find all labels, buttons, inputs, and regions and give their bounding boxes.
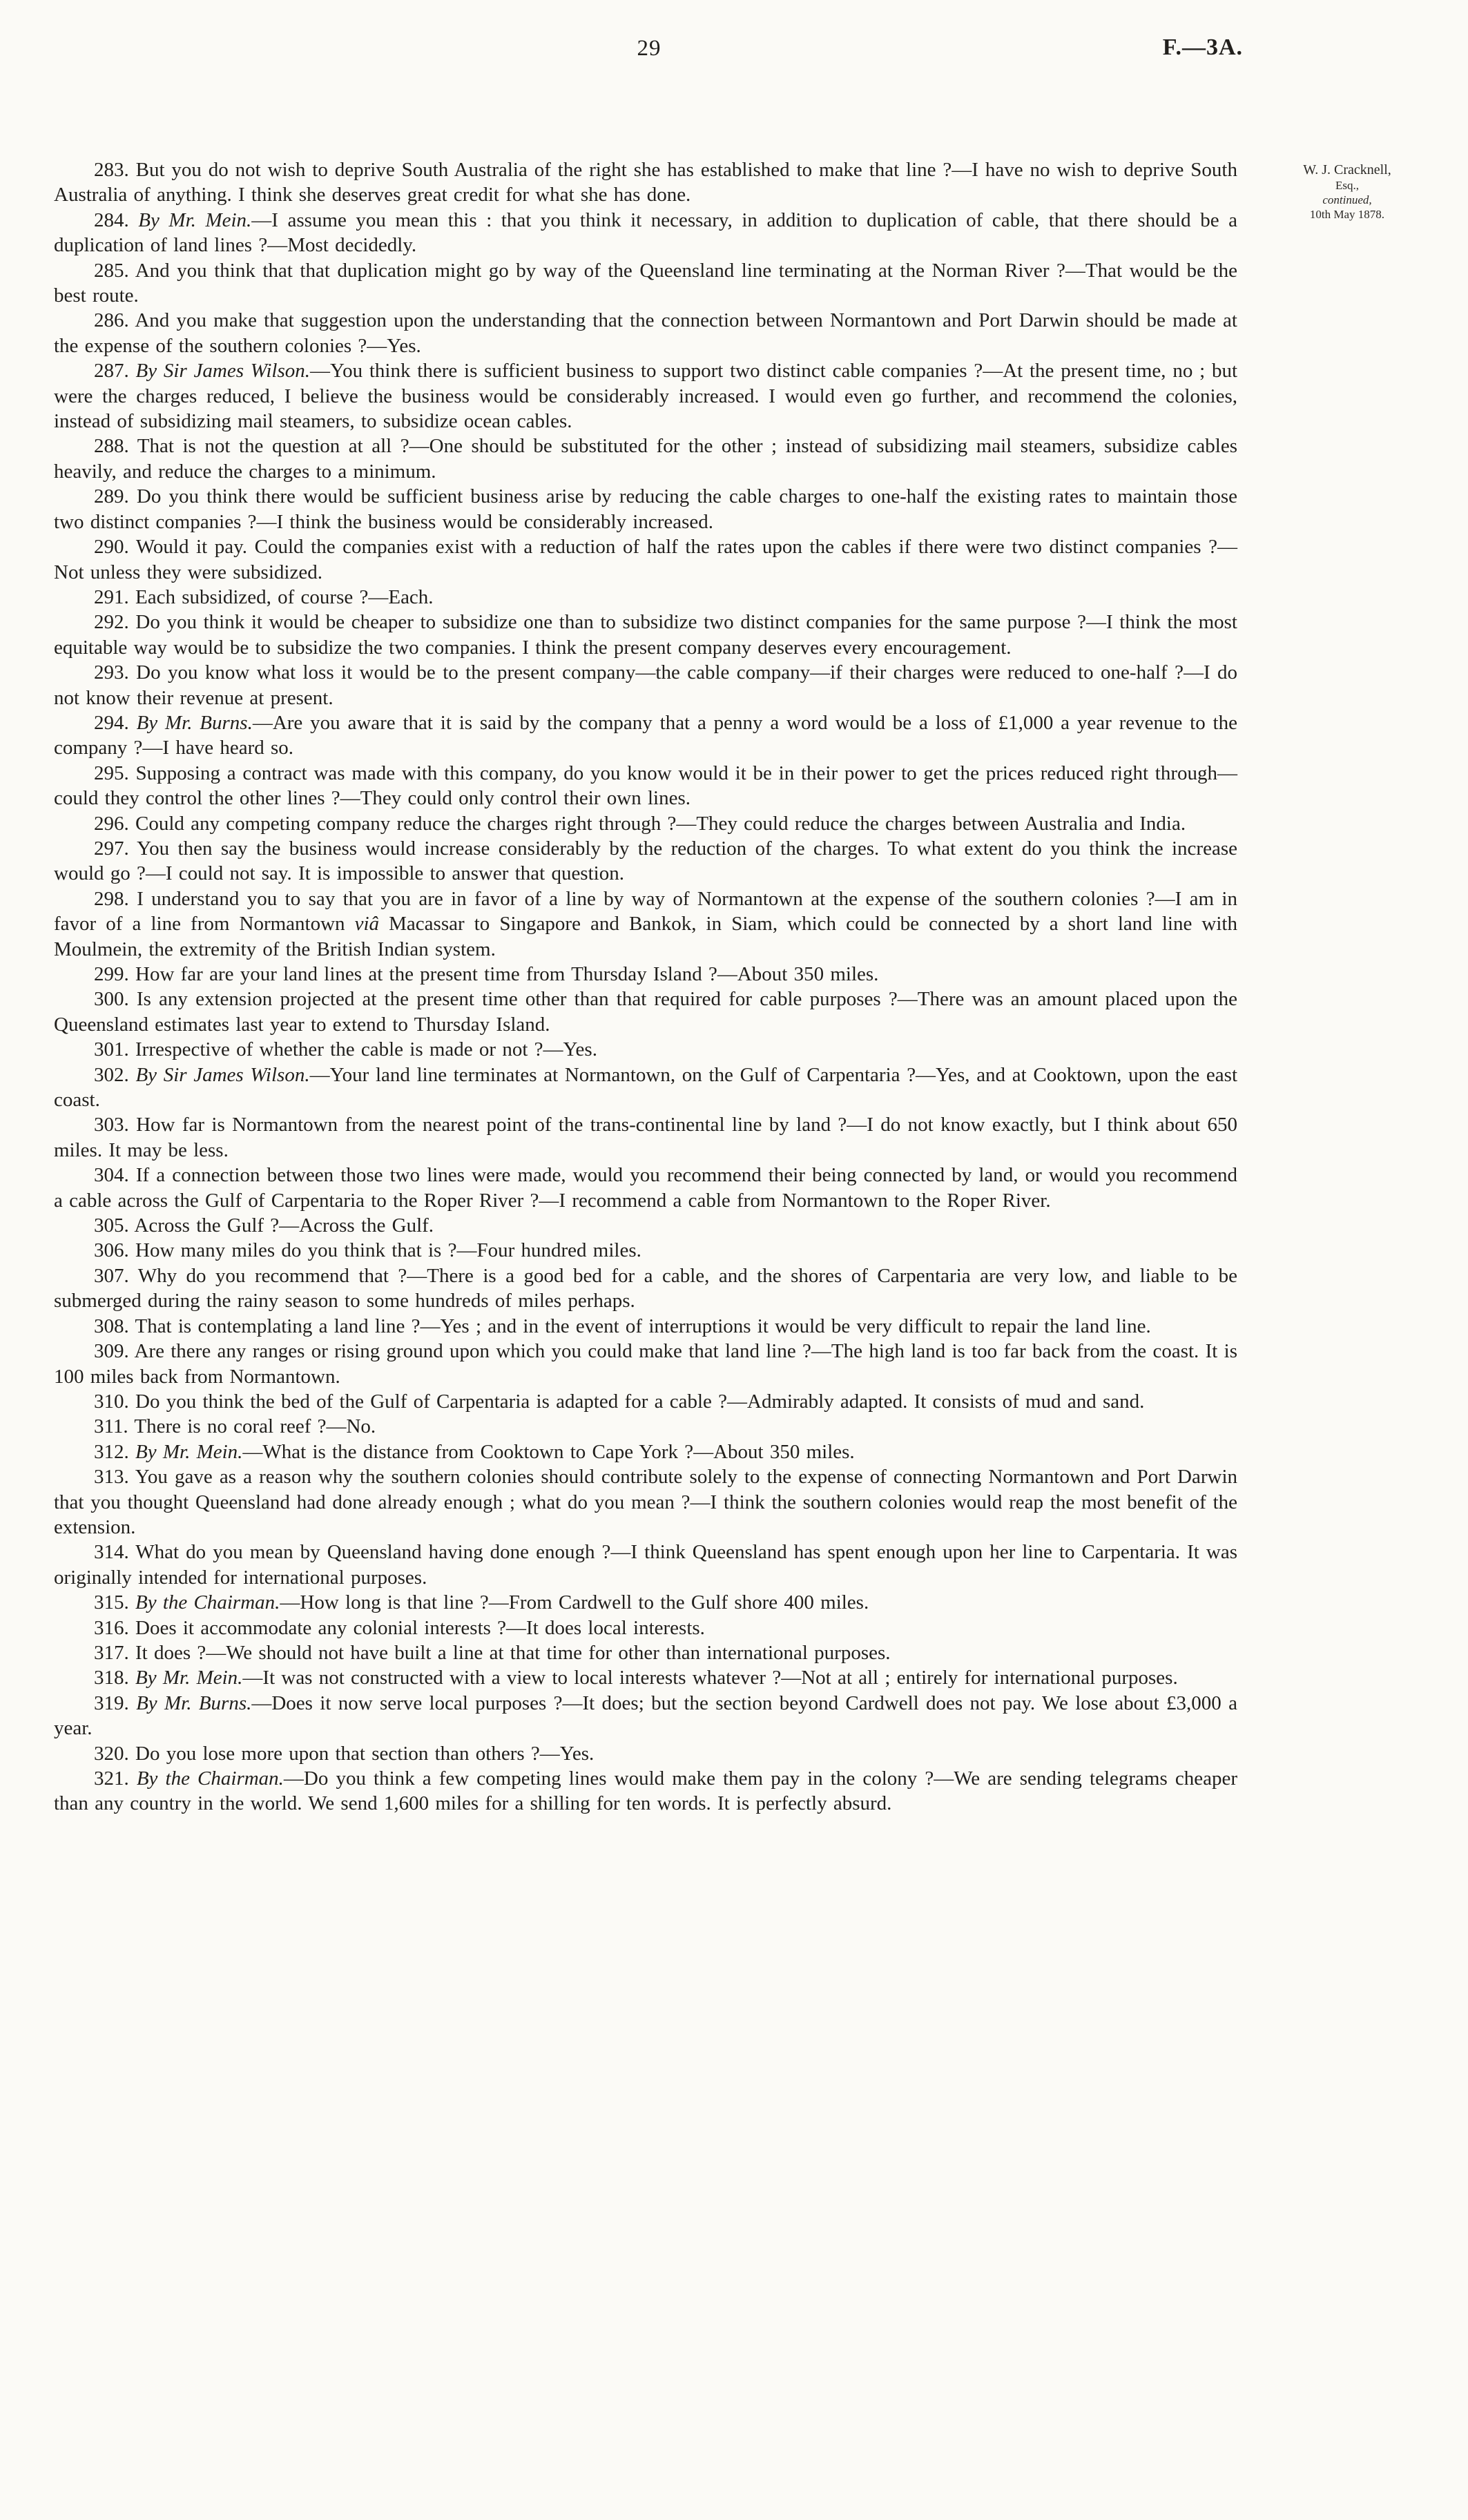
qa-text: 311. There is no coral reef ?—No.	[94, 1415, 376, 1438]
witness-name: W. J. Cracknell,	[1303, 162, 1391, 177]
qa-paragraph	[54, 585, 1237, 610]
qa-paragraph	[54, 836, 1237, 886]
qa-text: —It was not constructed with a view to local interests whatever ?—Not at all ; entirely for international purposes.	[242, 1667, 1178, 1689]
qa-paragraph	[54, 1314, 1237, 1339]
qa-paragraph	[54, 157, 1237, 208]
qa-paragraph	[54, 1213, 1237, 1238]
qa-paragraph	[54, 1691, 1237, 1741]
qa-text: —I assume you mean this : that you think it necessary, in addition to duplication of cable, that there should be a duplication of land lines ?—Most decidedly.	[54, 209, 1238, 257]
qa-text: —Are you aware that it is said by the company that a penny a word would be a loss of £1,000 a year revenue to the company ?—I have heard so.	[54, 711, 1237, 759]
qa-text: Macassar to Singapore and Bankok, in Siam, which could be connected by a short land line with Moulmein, the extremity of the British Indian system.	[54, 913, 1237, 960]
qa-text: —How long is that line ?—From Cardwell to the Gulf shore 400 miles.	[280, 1591, 869, 1614]
qa-paragraph	[54, 987, 1237, 1037]
qa-paragraph	[54, 1163, 1237, 1213]
qa-text: —Do you think a few competing lines would make them pay in the colony ?—We are sending telegrams cheaper than any country in the world. We send 1,600 miles for a shilling for ten words. It is perfectly absurd.	[54, 1767, 1237, 1815]
qa-text: 303. How far is Normantown from the nearest point of the trans-continental line by land ?—I do not know exactly, but I think about 650 miles. It may be less.	[54, 1114, 1237, 1161]
qa-text: 301. Irrespective of whether the cable is made or not ?—Yes.	[94, 1038, 597, 1061]
qa-paragraph	[54, 208, 1237, 258]
testimony-body	[54, 157, 1237, 1816]
qa-paragraph	[54, 660, 1237, 710]
qa-paragraph	[54, 534, 1237, 585]
speaker-attribution: viâ	[354, 913, 380, 936]
witness-title: Esq.,	[1335, 179, 1359, 192]
qa-text: 298. I understand you to say that you are in favor of a line by way of Normantown at the expense of the southern colonies ?—I am in favor of a line from Normantown	[54, 887, 1237, 936]
speaker-attribution: By Mr. Burns.	[136, 1692, 252, 1714]
page-header	[55, 36, 1243, 66]
qa-text: 288. That is not the question at all ?—One should be substituted for the other ; instead of subsidizing mail steamers, subsidize cables heavily, and reduce the charges to a minimum.	[54, 435, 1237, 483]
qa-text: 300. Is any extension projected at the present time other than that required for cable purposes ?—There was an amount placed upon the Queensland estimates last year to extend to Thursday Island.	[54, 988, 1237, 1036]
qa-paragraph	[54, 610, 1237, 660]
qa-text: 296. Could any competing company reduce the charges right through ?—They could reduce the charges between Australia and India.	[94, 812, 1186, 835]
qa-paragraph	[54, 1339, 1237, 1389]
qa-paragraph	[54, 1063, 1237, 1113]
speaker-attribution: By Mr. Mein.	[138, 209, 252, 231]
qa-text: 302.	[94, 1063, 136, 1086]
qa-text: 284.	[94, 209, 139, 231]
qa-paragraph	[54, 1665, 1237, 1690]
qa-paragraph	[54, 1112, 1237, 1163]
qa-text: 305. Across the Gulf ?—Across the Gulf.	[94, 1214, 434, 1237]
witness-margin-note	[1247, 162, 1447, 222]
qa-text: 289. Do you think there would be sufficient business arise by reducing the cable charges to one-half the existing rates to maintain those two distinct companies ?—I think the business would be considerably increased.	[54, 485, 1237, 533]
qa-paragraph	[54, 1037, 1237, 1062]
speaker-attribution: By Sir James Wilson.	[135, 360, 311, 382]
qa-text: —Your land line terminates at Normantown, on the Gulf of Carpentaria ?—Yes, and at Cooktown, upon the east coast.	[54, 1063, 1238, 1112]
qa-text: 293. Do you know what loss it would be to the present company—the cable company—if their charges were reduced to one-half ?—I do not know their revenue at present.	[54, 661, 1237, 709]
qa-paragraph	[54, 258, 1237, 309]
qa-text: 309. Are there any ranges or rising ground upon which you could make that land line ?—The high land is too far back from the coast. It is 100 miles back from Normantown.	[54, 1340, 1237, 1388]
speaker-attribution: By the Chairman.	[135, 1591, 280, 1614]
speaker-attribution: By Mr. Burns.	[136, 711, 253, 734]
qa-paragraph	[54, 886, 1237, 962]
qa-text: 285. And you think that that duplication might go by way of the Queensland line terminating at the Norman River ?—That would be the best route.	[54, 259, 1237, 307]
qa-paragraph	[54, 1540, 1237, 1590]
qa-text: 314. What do you mean by Queensland having done enough ?—I think Queensland has spent enough upon her line to Carpentaria. It was originally intended for international purposes.	[54, 1541, 1237, 1589]
qa-text: 315.	[94, 1591, 135, 1614]
qa-text: 297. You then say the business would increase considerably by the reduction of the charges. To what extent do you think the increase would go ?—I could not say. It is impossible to answer that question.	[54, 837, 1237, 885]
qa-paragraph	[54, 1414, 1237, 1439]
qa-text: —Does it now serve local purposes ?—It does; but the section beyond Cardwell does not pay. We lose about £3,000 a year.	[54, 1692, 1237, 1740]
qa-text: 299. How far are your land lines at the present time from Thursday Island ?—About 350 miles.	[94, 963, 879, 985]
qa-text: 308. That is contemplating a land line ?—Yes ; and in the event of interruptions it would be very difficult to repair the land line.	[94, 1315, 1151, 1337]
qa-paragraph	[54, 1238, 1237, 1263]
qa-text: —What is the distance from Cooktown to Cape York ?—About 350 miles.	[242, 1440, 855, 1463]
paper-reference: F.—3A.	[1162, 35, 1243, 60]
qa-text: 318.	[94, 1667, 135, 1689]
qa-paragraph	[54, 962, 1237, 987]
qa-paragraph	[54, 811, 1237, 836]
qa-paragraph	[54, 1741, 1237, 1766]
qa-text: —You think there is sufficient business to support two distinct cable companies ?—At the present time, no ; but were the charges reduced, I believe the business would be considerably increased. I would even go further, and recommend the colonies, instead of subsidizing mail steamers, to subsidize ocean cables.	[54, 360, 1238, 433]
qa-paragraph	[54, 761, 1237, 811]
qa-paragraph	[54, 1389, 1237, 1414]
qa-text: 321.	[94, 1767, 137, 1790]
qa-paragraph	[54, 1766, 1237, 1816]
qa-paragraph	[54, 1464, 1237, 1540]
qa-paragraph	[54, 1263, 1237, 1314]
qa-paragraph	[54, 358, 1237, 434]
qa-paragraph	[54, 710, 1237, 761]
speaker-attribution: By Mr. Mein.	[135, 1667, 243, 1689]
qa-text: 283. But you do not wish to deprive South Australia of the right she has established to make that line ?—I have no wish to deprive South Australia of anything. I think she deserves great credit for what she has done.	[54, 159, 1237, 206]
qa-text: 306. How many miles do you think that is ?—Four hundred miles.	[94, 1239, 641, 1262]
qa-text: 310. Do you think the bed of the Gulf of Carpentaria is adapted for a cable ?—Admirably adapted. It consists of mud and sand.	[94, 1390, 1145, 1413]
qa-paragraph	[54, 1590, 1237, 1615]
speaker-attribution: By Mr. Mein.	[135, 1440, 243, 1463]
qa-paragraph	[54, 1616, 1237, 1640]
qa-text: 304. If a connection between those two lines were made, would you recommend their being connected by land, or would you recommend a cable across the Gulf of Carpentaria to the Roper River ?—I recommend a cable from Normantown to the Roper River.	[54, 1164, 1237, 1212]
qa-paragraph	[54, 1440, 1237, 1464]
qa-text: 292. Do you think it would be cheaper to subsidize one than to subsidize two distinct companies for the same purpose ?—I think the most equitable way would be to subsidize the two companies. I think the present company deserves every encouragement.	[54, 611, 1237, 659]
qa-text: 307. Why do you recommend that ?—There is a good bed for a cable, and the shores of Carpentaria are very low, and liable to be submerged during the rainy season to some hundreds of miles perhaps.	[54, 1264, 1237, 1312]
qa-paragraph	[54, 308, 1237, 358]
qa-text: 286. And you make that suggestion upon the understanding that the connection between Normantown and Port Darwin should be made at the expense of the southern colonies ?—Yes.	[54, 309, 1237, 357]
speaker-attribution: By Sir James Wilson.	[135, 1063, 310, 1086]
page-number: 29	[637, 36, 661, 61]
qa-paragraph	[54, 1640, 1237, 1665]
qa-text: 290. Would it pay. Could the companies exist with a reduction of half the rates upon the cables if there were two distinct companies ?—Not unless they were subsidized.	[54, 536, 1237, 583]
session-date: 10th May 1878.	[1309, 208, 1385, 221]
qa-text: 312.	[94, 1440, 135, 1463]
qa-text: 287.	[94, 360, 136, 382]
qa-text: 319.	[94, 1692, 137, 1714]
qa-text: 291. Each subsidized, of course ?—Each.	[94, 585, 434, 608]
continued-label: continued,	[1322, 193, 1372, 206]
qa-text: 294.	[94, 711, 137, 734]
qa-text: 316. Does it accommodate any colonial interests ?—It does local interests.	[94, 1616, 705, 1639]
qa-text: 295. Supposing a contract was made with this company, do you know would it be in their power to get the prices reduced right through—could they control the other lines ?—They could only control their own lines.	[54, 762, 1237, 810]
qa-text: 317. It does ?—We should not have built a line at that time for other than international purposes.	[94, 1641, 891, 1664]
qa-paragraph	[54, 484, 1237, 534]
speaker-attribution: By the Chairman.	[136, 1767, 284, 1790]
qa-text: 320. Do you lose more upon that section than others ?—Yes.	[94, 1742, 595, 1765]
qa-paragraph	[54, 434, 1237, 484]
qa-text: 313. You gave as a reason why the southern colonies should contribute solely to the expense of connecting Normantown and Port Darwin that you thought Queensland had done already enough ; what do you mean ?—I think the southern colonies would reap the most benefit of the extension.	[54, 1466, 1237, 1538]
